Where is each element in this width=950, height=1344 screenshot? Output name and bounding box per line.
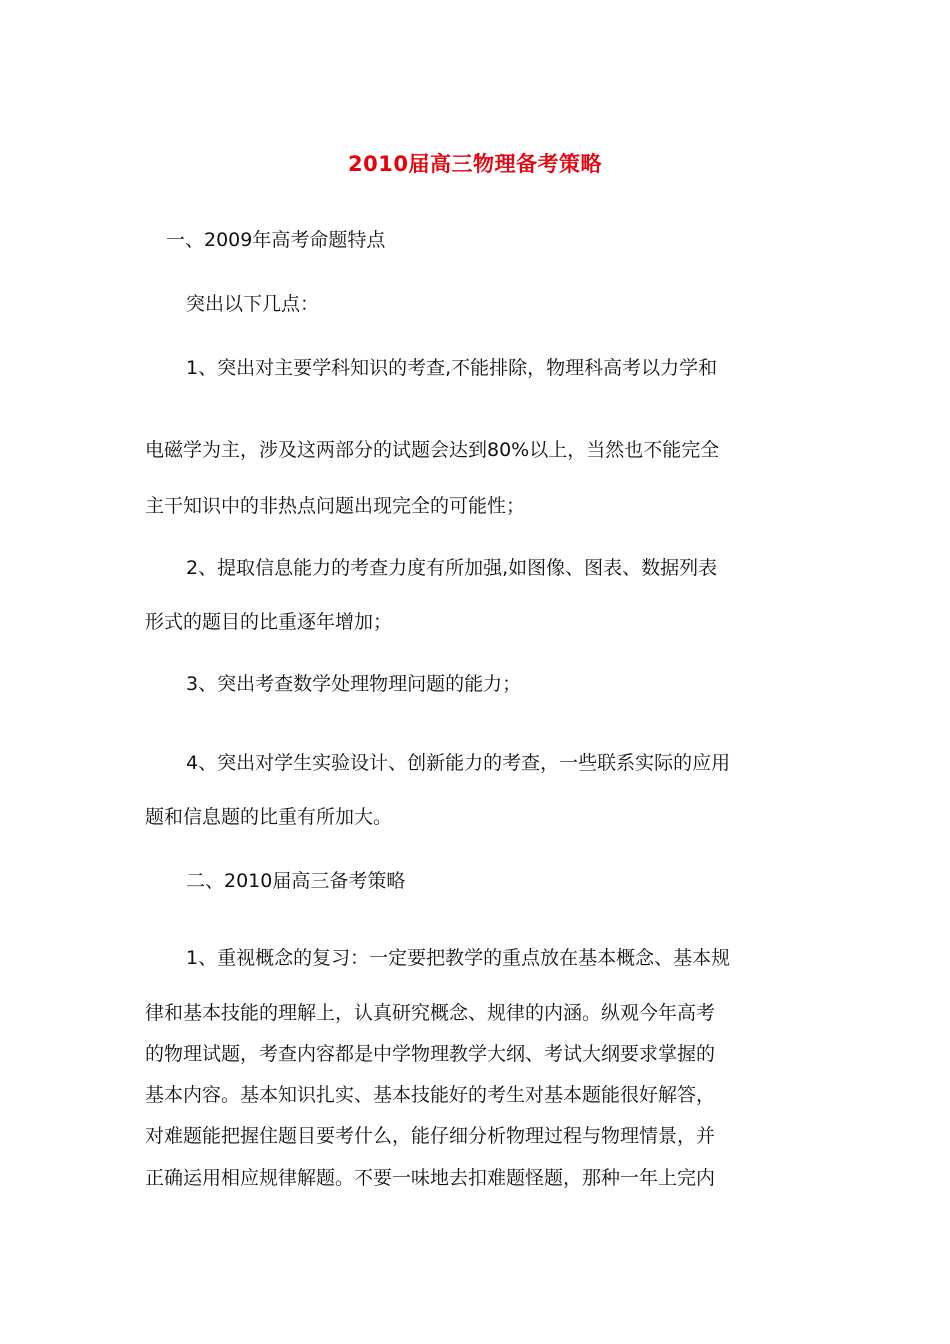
paragraph-line: 2、提取信息能力的考查力度有所加强,如图像、图表、数据列表 [186, 557, 718, 579]
paragraph-line: 1、突出对主要学科知识的考查,不能排除，物理科高考以力学和 [186, 357, 718, 379]
paragraph-line: 题和信息题的比重有所加大。 [145, 806, 393, 828]
paragraph-line: 基本内容。基本知识扎实、基本技能好的考生对基本题能很好解答， [145, 1084, 716, 1106]
paragraph-line: 律和基本技能的理解上，认真研究概念、规律的内涵。纵观今年高考 [145, 1002, 716, 1024]
section-heading-2: 二、2010届高三备考策略 [186, 870, 406, 892]
document-title: 2010届高三物理备考策略 [348, 152, 602, 176]
paragraph-line: 1、重视概念的复习：一定要把教学的重点放在基本概念、基本规 [186, 947, 731, 969]
paragraph-line: 对难题能把握住题目要考什么，能仔细分析物理过程与物理情景，并 [145, 1125, 716, 1147]
paragraph-line: 形式的题目的比重逐年增加； [145, 611, 393, 633]
paragraph-line: 突出以下几点： [186, 293, 320, 315]
paragraph-line: 的物理试题，考查内容都是中学物理教学大纲、考试大纲要求掌握的 [145, 1043, 716, 1065]
paragraph-line: 主干知识中的非热点问题出现完全的可能性； [145, 495, 526, 517]
paragraph-line: 3、突出考查数学处理物理问题的能力； [186, 673, 522, 695]
paragraph-line: 4、突出对学生实验设计、创新能力的考查，一些联系实际的应用 [186, 752, 731, 774]
section-heading-1: 一、2009年高考命题特点 [166, 229, 386, 251]
paragraph-line: 电磁学为主，涉及这两部分的试题会达到80%以上，当然也不能完全 [145, 439, 720, 461]
paragraph-line: 正确运用相应规律解题。不要一味地去扣难题怪题，那种一年上完内 [145, 1167, 716, 1189]
